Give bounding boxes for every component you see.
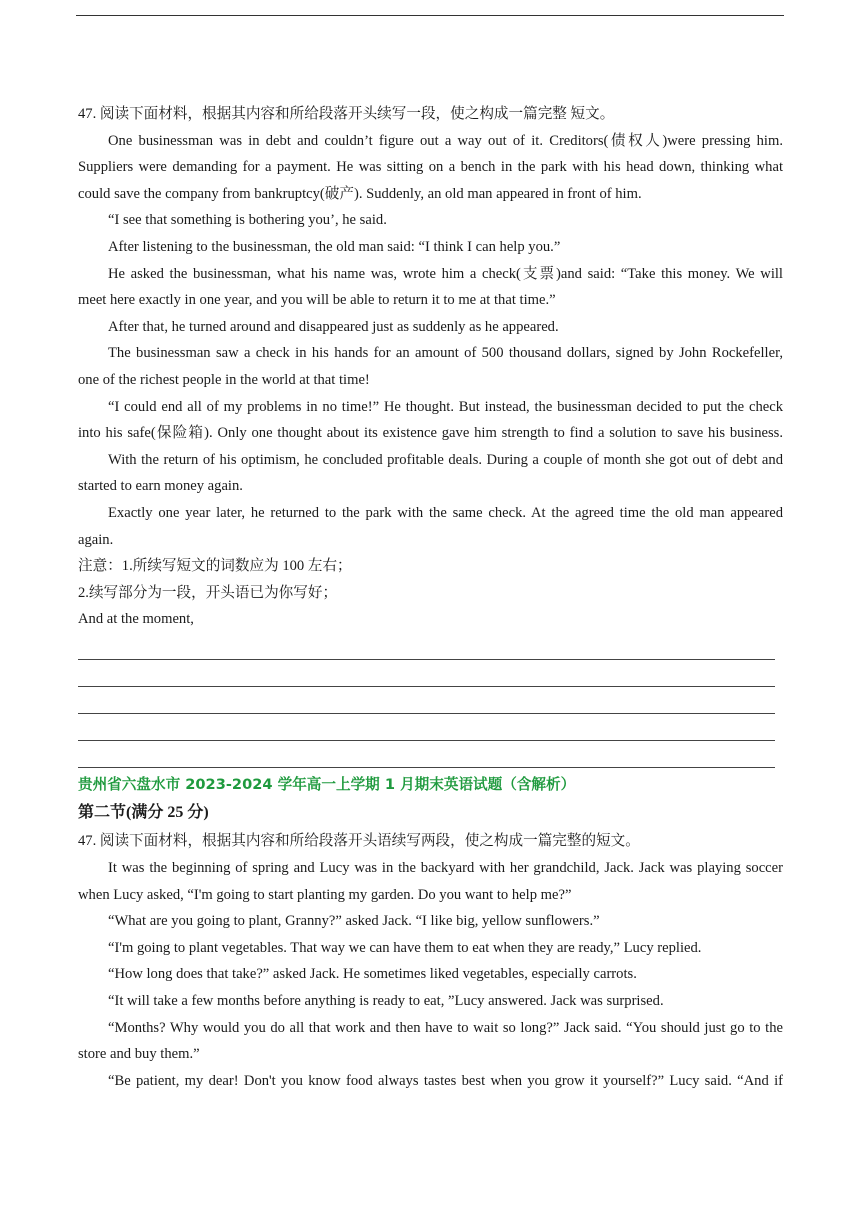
- passage-line: “Months? Why would you do all that work and then have to wait so long?” Jack said. “You should just go to the: [108, 1019, 783, 1036]
- passage-line: “Be patient, my dear! Don't you know food always tastes best when you grow it yourself?” Lucy said. “And if: [108, 1072, 783, 1089]
- answer-line[interactable]: [78, 714, 775, 741]
- passage-line: It was the beginning of spring and Lucy was in the backyard with her grandchild, Jack. Jack was playing soccer: [108, 860, 783, 877]
- passage-line: when Lucy asked, “I'm going to start planting my garden. Do you want to help me?”: [78, 886, 572, 903]
- q1-note-2: 2.续写部分为一段，开头语已为你写好；: [78, 584, 338, 601]
- q2-passage: [78, 855, 783, 1094]
- passage-line: into his safe(保险箱). Only one thought about its existence gave him strength to find a solution to save his business.: [78, 425, 783, 442]
- passage-line: “I could end all of my problems in no time!” He thought. But instead, the businessman decided to put the check: [108, 398, 783, 415]
- q2-prompt: 47. 阅读下面材料，根据其内容和所给段落开头语续写两段，使之构成一篇完整的短文。: [78, 833, 640, 850]
- answer-lines: [78, 633, 783, 768]
- passage-line: one of the richest people in the world at that time!: [78, 371, 370, 388]
- q1-starter: And at the moment,: [78, 611, 194, 628]
- section-title: 第二节(满分 25 分): [78, 804, 209, 822]
- q1-prompt: 47. 阅读下面材料，根据其内容和所给段落开头续写一段，使之构成一篇完整 短文。: [78, 106, 615, 122]
- q1-note-1: 注意：1.所续写短文的词数应为 100 左右；: [78, 558, 352, 575]
- passage-line: Suppliers were demanding for a payment. He was sitting on a bench in the park with his head down, thinking what: [78, 159, 783, 176]
- passage-line: store and buy them.”: [78, 1046, 200, 1063]
- document-body: [78, 101, 783, 1094]
- header-rule: [76, 15, 784, 16]
- passage-line: One businessman was in debt and couldn’t figure out a way out of it. Creditors(债权人)were pressing him.: [108, 132, 783, 149]
- passage-line: He asked the businessman, what his name was, wrote him a check(支票)and said: “Take this money. We will: [108, 265, 783, 282]
- source-title: 贵州省六盘水市 2023-2024 学年高一上学期 1 月期末英语试题（含解析）: [78, 775, 576, 793]
- passage-line: meet here exactly in one year, and you will be able to return it to me at that time.”: [78, 292, 556, 309]
- passage-line: Exactly one year later, he returned to the park with the same check. At the agreed time the old man appeared: [108, 504, 783, 521]
- passage-line: could save the company from bankruptcy(破产). Suddenly, an old man appeared in front of him.: [78, 185, 642, 202]
- passage-line: With the return of his optimism, he concluded profitable deals. During a couple of month she got out of debt and: [108, 451, 783, 468]
- answer-line[interactable]: [78, 687, 775, 714]
- q1-passage: [78, 128, 783, 554]
- answer-line[interactable]: [78, 633, 775, 660]
- answer-line[interactable]: [78, 741, 775, 768]
- passage-line: “What are you going to plant, Granny?” asked Jack. “I like big, yellow sunflowers.”: [108, 913, 600, 930]
- passage-line: The businessman saw a check in his hands for an amount of 500 thousand dollars, signed by John Rockefeller,: [108, 345, 783, 362]
- passage-line: “I'm going to plant vegetables. That way we can have them to eat when they are ready,” Lucy replied.: [108, 939, 702, 956]
- passage-line: “How long does that take?” asked Jack. He sometimes liked vegetables, especially carrots.: [108, 966, 637, 983]
- passage-line: After listening to the businessman, the old man said: “I think I can help you.”: [108, 238, 561, 255]
- passage-line: “It will take a few months before anything is ready to eat, ”Lucy answered. Jack was surprised.: [108, 993, 664, 1010]
- passage-line: again.: [78, 531, 114, 548]
- passage-line: started to earn money again.: [78, 478, 243, 495]
- answer-line[interactable]: [78, 660, 775, 687]
- passage-line: After that, he turned around and disappeared just as suddenly as he appeared.: [108, 318, 559, 335]
- passage-line: “I see that something is bothering you’, he said.: [108, 212, 387, 229]
